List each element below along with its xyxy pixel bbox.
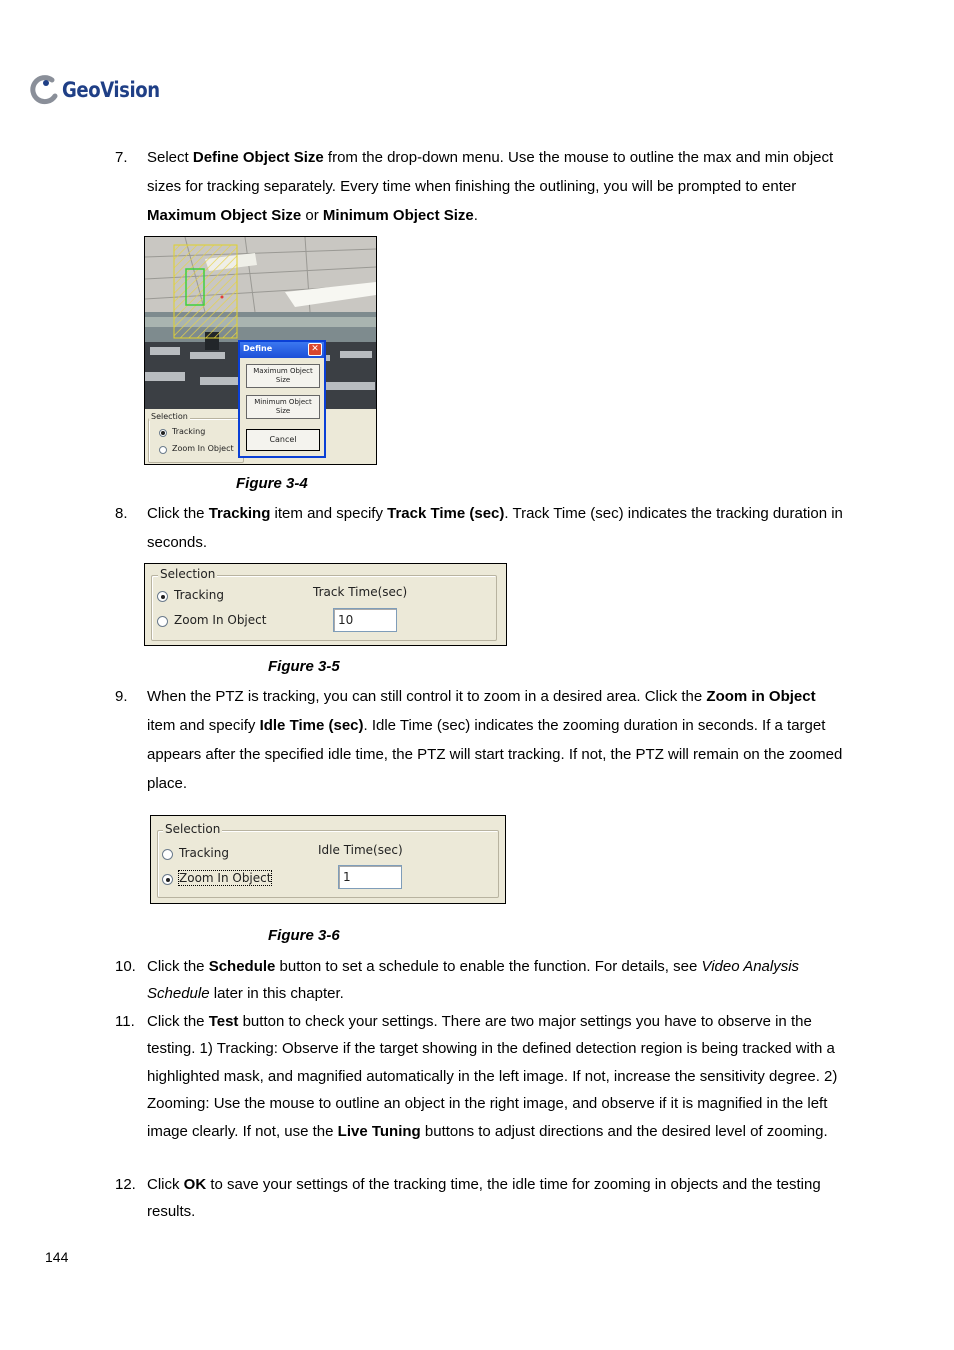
bold-term: Track Time (sec) bbox=[387, 505, 505, 522]
text-run: from the drop-down menu. Use the mouse to outline the max and min object sizes for tracking separately. Every time when finishing the outlining, you will be prompted to enter bbox=[147, 149, 834, 195]
step-7 bbox=[115, 143, 845, 230]
tracking-radio-label: Tracking bbox=[179, 846, 229, 860]
close-icon[interactable]: ✕ bbox=[308, 343, 322, 356]
minimum-object-size-button[interactable]: Minimum Object Size bbox=[246, 395, 320, 419]
bold-term: Zoom in Object bbox=[706, 688, 816, 705]
bold-term: Schedule bbox=[208, 958, 276, 975]
step-text bbox=[147, 1171, 845, 1226]
text-run: . Idle Time (sec) indicates the zooming duration in seconds. If a target appears after the specified idle time, the PTZ will start tracking. If not, the PTZ will remain on the zoomed place. bbox=[147, 717, 843, 792]
cancel-button[interactable]: Cancel bbox=[246, 429, 320, 451]
idle-time-input[interactable]: 1 bbox=[338, 865, 402, 889]
text-run: Click the bbox=[147, 958, 209, 975]
dialog-titlebar bbox=[240, 342, 324, 358]
geovision-logo bbox=[30, 72, 176, 108]
selection-group bbox=[157, 830, 499, 898]
text-run: Click bbox=[147, 1176, 184, 1193]
page-number: 144 bbox=[45, 1249, 69, 1265]
text-run: item and specify bbox=[270, 505, 388, 522]
figure-3-5-screenshot bbox=[144, 563, 507, 646]
text-run: item and specify bbox=[147, 717, 260, 734]
selection-group-label: Selection bbox=[151, 412, 188, 421]
bold-term: Tracking bbox=[208, 505, 271, 522]
zoom-in-object-radio[interactable] bbox=[159, 446, 167, 454]
geovision-logo-icon bbox=[30, 74, 60, 106]
figure-3-5-caption: Figure 3-5 bbox=[268, 658, 340, 675]
step-8 bbox=[115, 499, 845, 557]
figure-3-6-caption: Figure 3-6 bbox=[268, 927, 340, 944]
italic-reference: Video Analysis Schedule bbox=[147, 958, 800, 1003]
define-dialog bbox=[238, 340, 326, 458]
text-run: Click the bbox=[147, 1013, 209, 1030]
text-run: . Track Time (sec) indicates the tracking duration in seconds. bbox=[147, 505, 843, 551]
text-run: buttons to adjust directions and the desired level of zooming. bbox=[420, 1122, 828, 1140]
idle-time-label: Idle Time(sec) bbox=[318, 843, 403, 857]
text-run: button to check your settings. There are two major settings you have to observe in the testing. 1) Tracking: Observe if the target showing in the defined detection region is being tracked with a highlighted mask, and magnified automatically in the left image. If not, increase the sensitivity degree. 2) Zooming: Use the mouse to outline an object in the right image, and observe if it is magnified in the left image clearly. If not, use the bbox=[147, 1013, 838, 1140]
step-11 bbox=[115, 1008, 845, 1145]
step-number: 11. bbox=[115, 1013, 135, 1030]
step-10 bbox=[115, 953, 845, 1008]
bold-term: Test bbox=[208, 1013, 239, 1030]
text-run: Click the bbox=[147, 505, 209, 522]
maximum-object-size-button[interactable]: Maximum Object Size bbox=[246, 364, 320, 388]
step-number: 7. bbox=[115, 149, 128, 166]
zoom-in-object-radio[interactable] bbox=[157, 616, 168, 627]
step-text bbox=[147, 682, 845, 798]
selection-group-label: Selection bbox=[160, 567, 216, 581]
tracking-radio[interactable] bbox=[162, 849, 173, 860]
text-run: . bbox=[473, 207, 478, 224]
text-run: When the PTZ is tracking, you can still control it to zoom in a desired area. Click the bbox=[147, 688, 707, 705]
selection-group-label: Selection bbox=[165, 822, 221, 836]
step-12 bbox=[115, 1171, 845, 1226]
bold-term: Define Object Size bbox=[192, 149, 324, 166]
tracking-radio-label: Tracking bbox=[174, 588, 224, 602]
step-9 bbox=[115, 682, 845, 798]
figure-3-4-screenshot bbox=[144, 236, 377, 465]
track-time-label: Track Time(sec) bbox=[313, 585, 408, 599]
zoom-in-object-radio-label: Zoom In Object bbox=[172, 444, 234, 453]
text-run: to save your settings of the tracking time, the idle time for zooming in objects and the testing results. bbox=[147, 1176, 821, 1221]
step-text bbox=[147, 953, 845, 1008]
step-text bbox=[147, 143, 845, 230]
text-run: or bbox=[301, 207, 323, 224]
brand-name: GeoVision bbox=[62, 78, 160, 102]
step-text bbox=[147, 1008, 845, 1145]
step-text bbox=[147, 499, 845, 557]
figure-3-4-caption: Figure 3-4 bbox=[236, 475, 308, 492]
step-number: 9. bbox=[115, 688, 128, 705]
zoom-in-object-radio-label: Zoom In Object bbox=[179, 871, 272, 885]
selection-group bbox=[148, 418, 244, 463]
bold-term: Minimum Object Size bbox=[322, 207, 474, 224]
tracking-radio[interactable] bbox=[157, 591, 168, 602]
text-run: later in this chapter. bbox=[209, 985, 344, 1003]
step-number: 12. bbox=[115, 1176, 136, 1193]
text-run: button to set a schedule to enable the function. For details, see bbox=[275, 958, 702, 975]
dialog-title: Define bbox=[243, 344, 273, 353]
tracking-radio-label: Tracking bbox=[172, 427, 206, 436]
step-number: 8. bbox=[115, 505, 128, 522]
text-run: Select bbox=[147, 149, 193, 166]
tracking-radio[interactable] bbox=[159, 429, 167, 437]
bold-term: OK bbox=[183, 1176, 207, 1193]
figure-3-6-screenshot bbox=[150, 815, 506, 904]
track-time-input[interactable]: 10 bbox=[333, 608, 397, 632]
zoom-in-object-radio[interactable] bbox=[162, 874, 173, 885]
zoom-in-object-radio-label: Zoom In Object bbox=[174, 613, 267, 627]
bold-term: Idle Time (sec) bbox=[259, 717, 364, 734]
bold-term: Live Tuning bbox=[337, 1122, 421, 1140]
bold-term: Maximum Object Size bbox=[147, 207, 302, 224]
step-number: 10. bbox=[115, 958, 136, 975]
